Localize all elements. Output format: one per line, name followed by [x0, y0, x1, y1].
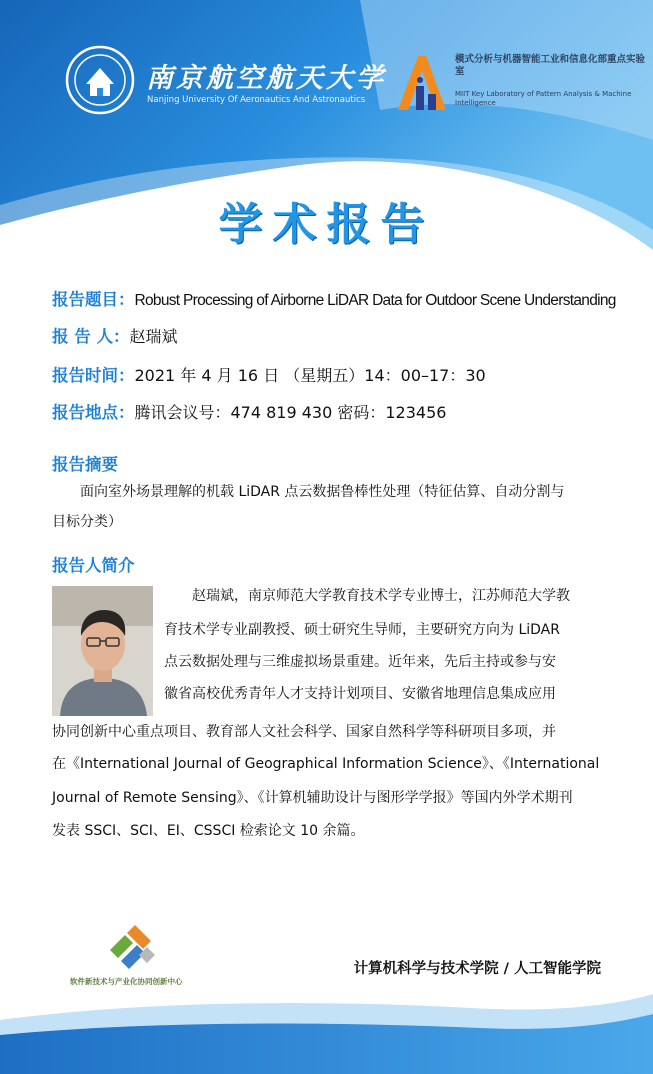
speaker-photo [52, 586, 153, 716]
bio-line: 点云数据处理与三维虚拟场景重建。近年来，先后主持或参与安 [164, 654, 556, 670]
bio-line: 发表 SSCI、SCI、EI、CSSCI 检索论文 10 余篇。 [52, 823, 365, 839]
university-english-name: Nanjing University Of Aeronautics And Astronautics [147, 95, 366, 105]
university-name: 南京航空航天大学 [146, 63, 386, 94]
lab-name-english: MIIT Key Laboratory of Pattern Analysis & Machine Intelligence [455, 90, 632, 107]
innovation-center-logo-icon [105, 925, 155, 973]
abstract-heading: 报告摘要 [52, 455, 118, 474]
info-value: 2021 年 4 月 16 日 （星期五）14：00–17：30 [134, 366, 486, 385]
info-value: Robust Processing of Airborne LiDAR Data for Outdoor Scene Understanding [134, 292, 616, 309]
bio-heading: 报告人简介 [52, 556, 135, 575]
bio-line: 徽省高校优秀青年人才支持计划项目、安徽省地理信息集成应用 [164, 686, 556, 702]
info-row-location [52, 399, 446, 423]
abstract-line: 目标分类） [52, 514, 122, 530]
college-name: 计算机科学与技术学院 / 人工智能学院 [353, 961, 601, 977]
bio-line: 在《International Journal of Geographical Information Science》、《International [52, 756, 600, 772]
lab-logo-icon [394, 52, 448, 112]
abstract-line: 面向室外场景理解的机载 LiDAR 点云数据鲁棒性处理（特征估算、自动分割与 [80, 484, 565, 500]
university-seal-icon [64, 44, 136, 116]
bio-line: 育技术学专业副教授、硕士研究生导师，主要研究方向为 LiDAR [164, 622, 560, 638]
info-label: 报告题目： [52, 290, 135, 309]
info-label: 报告时间： [52, 366, 135, 385]
info-row-time [52, 362, 486, 386]
innovation-center-name: 软件新技术与产业化协同创新中心 [70, 977, 183, 986]
info-label: 报 告 人： [52, 327, 130, 346]
info-value: 赵瑞斌 [129, 327, 178, 346]
lab-name-chinese: 模式分析与机器智能工业和信息化部重点实验室 [455, 54, 646, 77]
info-row-topic [52, 286, 616, 310]
info-label: 报告地点： [52, 403, 135, 422]
info-row-speaker [52, 323, 178, 347]
bio-line: 协同创新中心重点项目、教育部人文社会科学、国家自然科学等科研项目多项，并 [52, 724, 556, 740]
footer-background [0, 980, 653, 1074]
poster-title: 学术报告 [218, 199, 435, 250]
info-value: 腾讯会议号：474 819 430 密码：123456 [134, 403, 447, 422]
bio-line: Journal of Remote Sensing》、《计算机辅助设计与图形学学报》等国内外学术期刊 [52, 790, 573, 806]
bio-line: 赵瑞斌，南京师范大学教育技术学专业博士，江苏师范大学教 [192, 588, 570, 604]
